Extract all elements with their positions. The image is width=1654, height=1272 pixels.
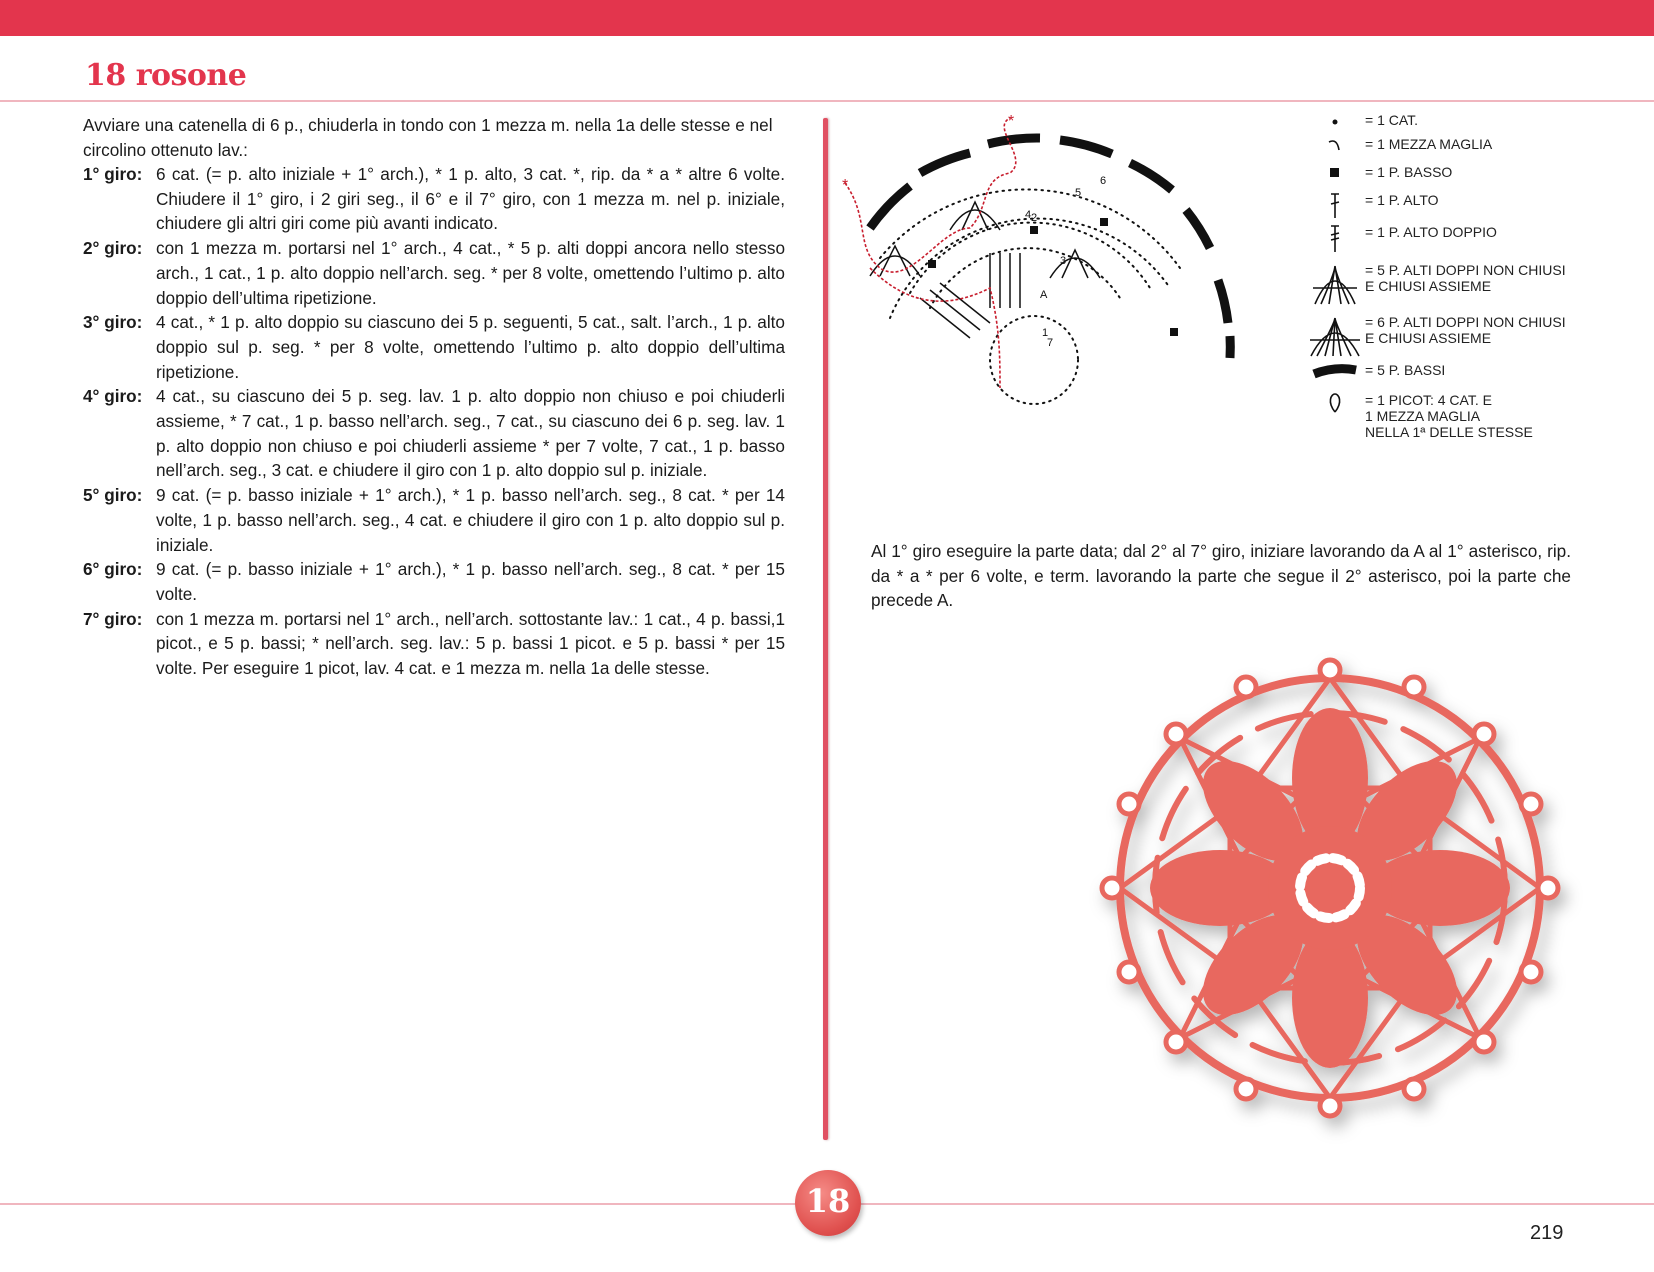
round-item: [83, 557, 785, 606]
cluster6-icon: [1307, 314, 1363, 358]
yarn-ball-badge: [795, 1170, 861, 1236]
round-text: 9 cat. (= p. basso iniziale + 1° arch.), * 1 p. basso nell’arch. seg., 8 cat. * per 15 volte.: [156, 559, 785, 604]
intro-paragraph: Avviare una catenella di 6 p., chiuderla in tondo con 1 mezza m. nella 1a delle stesse e nel circolino ottenuto lav.:: [83, 115, 773, 160]
round-item: [83, 483, 785, 557]
round-number: 5: [1075, 187, 1082, 199]
round-label: 6° giro:: [83, 559, 143, 580]
legend-item: = 1 MEZZA MAGLIA: [1305, 136, 1492, 152]
round-text: 4 cat., su ciascuno dei 5 p. seg. lav. 1 p. alto doppio non chiuso e poi chiuderli assieme, * 7 cat., 1 p. basso nell’arch. seg., 7 cat., su ciascuno dei 6 p. seg. lav. 1 p. alto doppio non chiuso e poi chiuderli assieme * per 7 volte, 7 cat., 1 p. basso nell’arch. seg., 3 cat. e chiudere il giro con 1 p. alto doppio sul p. iniziale.: [156, 386, 785, 481]
slip-stitch-icon: [1325, 136, 1345, 152]
round-text: con 1 mezza m. portarsi nel 1° arch., 4 cat., * 5 p. alti doppi ancora nello stesso arch., 1 cat., 1 p. alto doppio nell’arch. seg. * per 8 volte, omettendo l’ultimo p. alto doppio dell’ultima ripetizione.: [156, 238, 785, 308]
asterisk-mark: *: [842, 177, 849, 194]
round-text: 9 cat. (= p. basso iniziale + 1° arch.), * 1 p. basso nell’arch. seg., 8 cat. * per 14 volte, 1 p. basso nell’arch. seg., 4 cat. e chiudere il giro con 1 p. alto doppio sul p. iniziale.: [156, 485, 785, 555]
round-text: 6 cat. (= p. alto iniziale + 1° arch.), * 1 p. alto, 3 cat. *, rip. da * a * altre 6 volte. Chiudere il 1° giro, i 2 giri seg., il 6° e il 7° giro, con 1 mezza m. nel p. iniziale, chiudere gli altri giri come più avanti indicato.: [156, 164, 785, 234]
rounds-list: [83, 162, 785, 681]
round-number: 7: [1047, 337, 1054, 349]
round-number: 1: [1042, 327, 1049, 339]
legend-item: = 1 CAT.: [1305, 112, 1418, 128]
round-text: con 1 mezza m. portarsi nel 1° arch., nell’arch. sottostante lav.: 1 cat., 4 p. bassi,1 picot., e 5 p. bassi; * nell’arch. seg. lav.: 5 p. bassi 1 picot. e 5 p. bassi * per 15 volte. Per eseguire 1 picot, lav. 4 cat. e 1 mezza m. nella 1a delle stesse.: [156, 608, 785, 679]
round-label: 4° giro:: [83, 386, 143, 407]
start-label: A: [1040, 289, 1048, 301]
legend-item: = 1 P. ALTO DOPPIO: [1305, 224, 1497, 254]
picot-icon: [1325, 392, 1345, 414]
chart-note: Al 1° giro eseguire la parte data; dal 2° al 7° giro, iniziare lavorando da A al 1° asterisco, rip. da * a * per 6 volte, e term. lavorando la parte che segue il 2° asterisco, poi la parte che precede A.: [871, 541, 1571, 611]
legend-item: = 1 P. BASSO: [1305, 164, 1452, 180]
title-divider: [0, 100, 1654, 102]
legend-item: = 5 P. BASSI: [1305, 362, 1445, 380]
round-text: 4 cat., * 1 p. alto doppio su ciascuno dei 5 p. seguenti, 5 cat., salt. l’arch., 1 p. alto doppio sul p. seg. * per 8 volte, omettendo l’ultimo p. alto doppio dell’ultima ripetizione.: [156, 312, 785, 382]
round-label: 3° giro:: [83, 312, 143, 333]
legend-item: = 6 P. ALTI DOPPI NON CHIUSI E CHIUSI ASSIEME: [1305, 314, 1566, 358]
page-title: 18 rosone: [85, 58, 247, 93]
round-item: [83, 607, 785, 681]
round-label: 2° giro:: [83, 238, 143, 259]
round-item: [83, 236, 785, 310]
five-sc-icon: [1310, 362, 1360, 380]
round-label: 7° giro:: [83, 608, 143, 629]
yarn-divider: [823, 118, 828, 1140]
round-number: 4: [1025, 209, 1032, 221]
legend-item: = 1 P. ALTO: [1305, 192, 1439, 220]
round-label: 1° giro:: [83, 164, 143, 184]
round-item: [83, 162, 785, 236]
single-crochet-icon: [1325, 164, 1345, 180]
round-number: 2: [1031, 212, 1038, 224]
round-number: 6: [1100, 175, 1107, 187]
cluster5-icon: [1309, 262, 1361, 306]
legend-item: = 5 P. ALTI DOPPI NON CHIUSI E CHIUSI ASSIEME: [1305, 262, 1566, 306]
badge-number: 18: [805, 1182, 851, 1220]
double-crochet-icon: [1325, 192, 1345, 220]
round-item: [83, 310, 785, 384]
chain-icon: [1325, 112, 1345, 128]
round-number: 3: [1060, 255, 1067, 267]
asterisk-mark: *: [1008, 113, 1015, 130]
treble-crochet-icon: [1325, 224, 1345, 254]
legend-item: = 1 PICOT: 4 CAT. E 1 MEZZA MAGLIA NELLA 1ª DELLE STESSE: [1305, 392, 1533, 440]
round-item: [83, 384, 785, 483]
top-color-bar: [0, 0, 1654, 36]
crochet-chart: [842, 113, 1250, 438]
round-label: 5° giro:: [83, 485, 143, 506]
doily-photo: [1070, 628, 1590, 1148]
page-number: 219: [1530, 1222, 1564, 1244]
